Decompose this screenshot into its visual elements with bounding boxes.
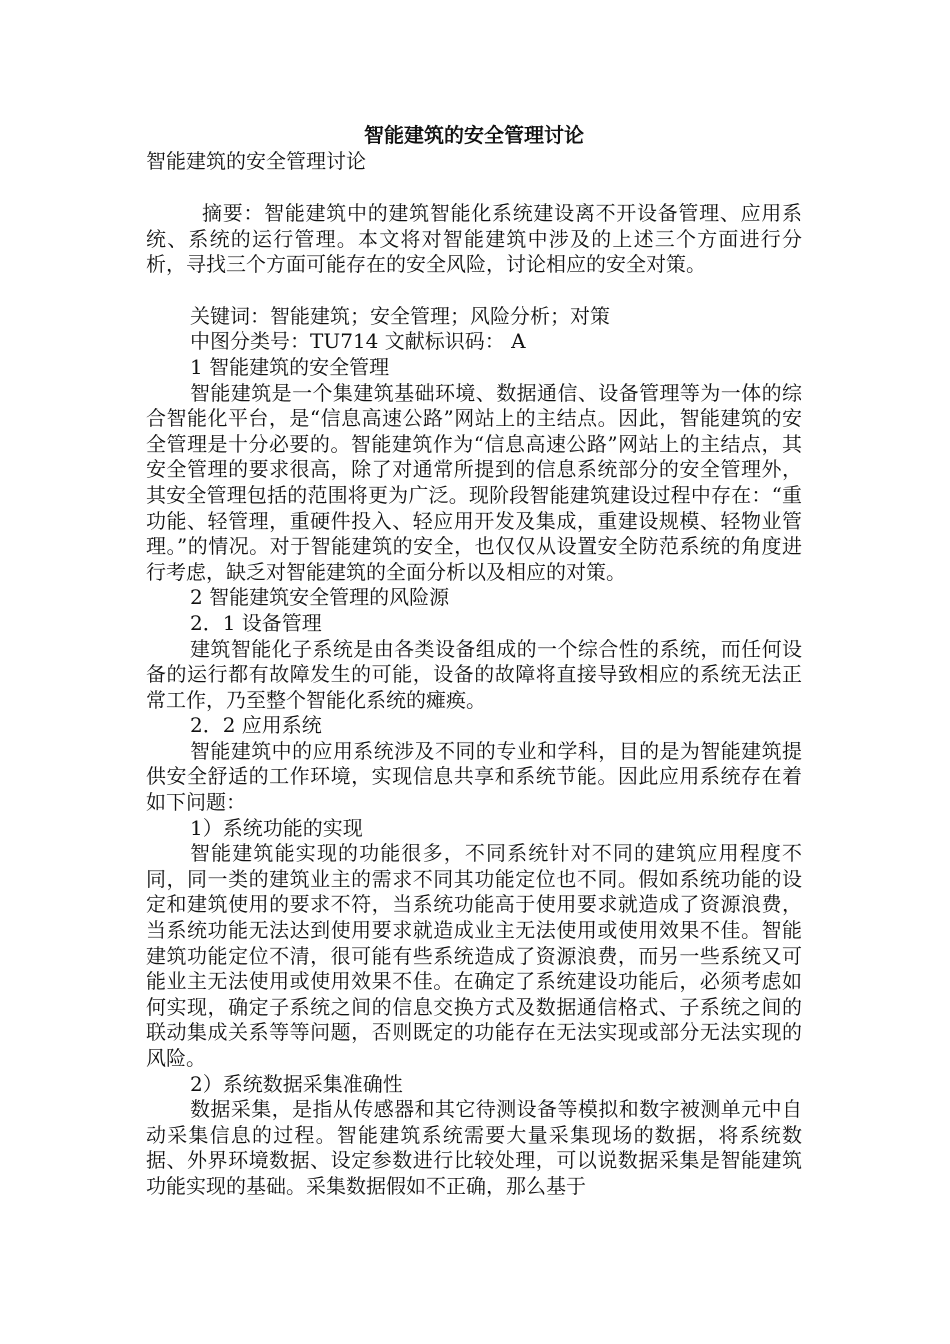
keywords-line: 关键词：智能建筑；安全管理；风险分析；对策: [190, 303, 610, 328]
section-body-2-2: 智能建筑中的应用系统涉及不同的专业和学科，目的是为智能建筑提供安全舒适的工作环境，实现信息共享和系统节能。因此应用系统存在着如下问题：: [146, 738, 802, 815]
classification-line: 中图分类号：TU714 文献标识码： A: [190, 329, 526, 354]
subsection-heading-2: 2）系统数据采集准确性: [190, 1071, 403, 1096]
section-body-2-1: 建筑智能化子系统是由各类设备组成的一个综合性的系统，而任何设备的运行都有故障发生的可能，设备的故障将直接导致相应的系统无法正常工作，乃至整个智能化系统的瘫痪。: [146, 636, 802, 712]
section-heading-1: 1 智能建筑的安全管理: [190, 354, 390, 379]
section-heading-2-2: 2．2 应用系统: [190, 713, 322, 738]
subsection-body-1: 智能建筑能实现的功能很多，不同系统针对不同的建筑应用程度不同，同一类的建筑业主的需求不同其功能定位也不同。假如系统功能的设定和建筑使用的要求不符，当系统功能高于使用要求就造成了资源浪费，当系统功能无法达到使用要求就造成业主无法使用或使用效果不佳。智能建筑功能定位不清，很可能有些系统造成了资源浪费，而另一些系统又可能业主无法使用或使用效果不佳。在确定了系统建设功能后，必须考虑如何实现，确定子系统之间的信息交换方式及数据通信格式、子系统之间的联动集成关系等等问题，否则既定的功能存在无法实现或部分无法实现的风险。: [146, 841, 802, 1070]
subsection-body-2: 数据采集，是指从传感器和其它待测设备等模拟和数字被测单元中自动采集信息的过程。智能建筑系统需要大量采集现场的数据，将系统数据、外界环境数据、设定参数进行比较处理，可以说数据采集是智能建筑功能实现的基础。采集数据假如不正确，那么基于: [146, 1097, 802, 1198]
section-heading-2-1: 2．1 设备管理: [190, 610, 322, 635]
section-heading-2: 2 智能建筑安全管理的风险源: [190, 585, 450, 610]
blank-line: [146, 175, 802, 201]
document-title: 智能建筑的安全管理讨论: [364, 123, 584, 147]
subsection-heading-1: 1）系统功能的实现: [190, 815, 363, 840]
document-page: [146, 122, 802, 1200]
abstract-paragraph: 摘要：智能建筑中的建筑智能化系统建设离不开设备管理、应用系统、系统的运行管理。本文将对智能建筑中涉及的上述三个方面进行分析，寻找三个方面可能存在的安全风险，讨论相应的安全对策。: [146, 201, 802, 277]
blank-line: [146, 278, 802, 304]
section-body-1: 智能建筑是一个集建筑基础环境、数据通信、设备管理等为一体的综合智能化平台，是“信息高速公路”网站上的主结点。因此，智能建筑的安全管理是十分必要的。智能建筑作为“信息高速公路”网站上的主结点，其安全管理的要求很高，除了对通常所提到的信息系统部分的安全管理外，其安全管理包括的范围将更为广泛。现阶段智能建筑建设过程中存在：“重功能、轻管理，重硬件投入、轻应用开发及集成，重建设规模、轻物业管理。”的情况。对于智能建筑的安全，也仅仅从设置安全防范系统的角度进行考虑，缺乏对智能建筑的全面分析以及相应的对策。: [146, 380, 802, 584]
document-subtitle: 智能建筑的安全管理讨论: [146, 149, 366, 173]
